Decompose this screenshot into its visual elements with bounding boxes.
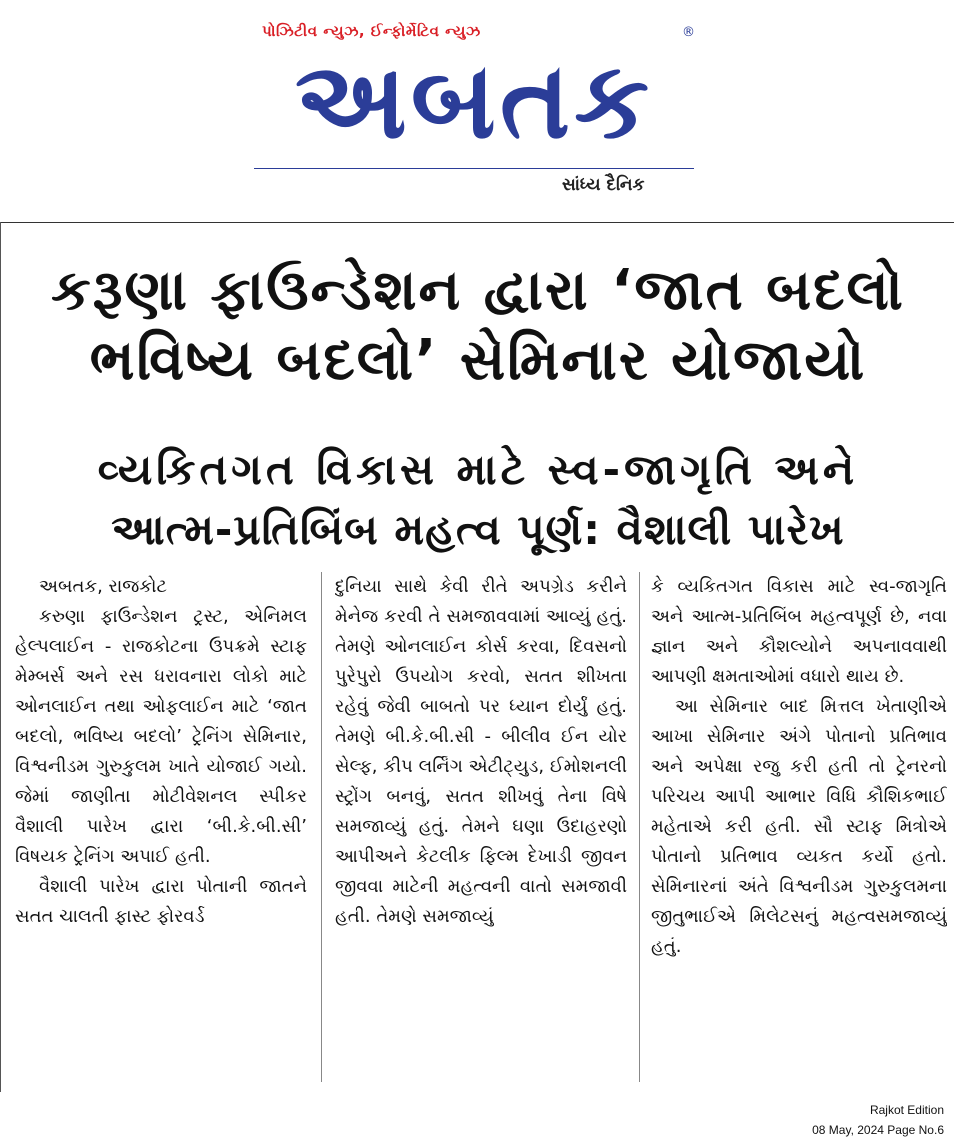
masthead: [0, 0, 954, 222]
article-paragraph: કે વ્યકિતગત વિકાસ માટે સ્વ-જાગૃતિ અને આત્મ-પ્રતિબિંબ મહત્વપૂર્ણ છે, નવા જ્ઞાન અને કૌશલ્યોને અપનાવવાથી આપણી ક્ષમતાઓમાં વધારો થાય છે.: [651, 576, 947, 687]
registered-mark: ®: [682, 25, 695, 40]
column-divider: [321, 572, 322, 1082]
column-divider: [639, 572, 640, 1082]
page-footer: [812, 1100, 944, 1140]
subheadline-line-2: આત્મ-પ્રતિબિંબ મહત્વ પૂર્ણ: વૈશાલી પારેખ: [111, 505, 845, 554]
edition-label: સાંધ્ય દૈનિક: [562, 175, 645, 195]
article-paragraph: વૈશાલી પારેખ દ્વારા પોતાની જાતને સતત ચાલતી ફાસ્ટ ફોરવર્ડ: [15, 876, 307, 927]
article-paragraph: આ સેમિનાર બાદ મિત્તલ ખેતાણીએ આખા સેમિનાર અંગે પોતાનો પ્રતિભાવ અને અપેક્ષા રજુ કરી હતી તો ટ્રેનરનો પરિચય આપી આભાર વિધિ કૌશિકભાઈ મહેતાએ કરી હતી. સૌ સ્ટાફ મિત્રોએ પોતાનો પ્રતિભાવ વ્યકત કર્યો હતો. સેમિનારનાં અંતે વિશ્વનીડમ ગુરુકુલમના જીતુભાઈએ મિલેટસનું મહત્વસમજાવ્યું હતું.: [651, 696, 947, 957]
date-and-page: 08 May, 2024 Page No.6: [812, 1123, 944, 1137]
masthead-tagline: પોઝિટીવ ન્યુઝ, ઈન્ફોર્મેટિવ ન્યુઝ: [262, 22, 481, 40]
newspaper-logo: અબતક: [294, 42, 654, 160]
article: [0, 222, 954, 1092]
article-column-2: [335, 572, 627, 1082]
article-column-3: [651, 572, 947, 1082]
article-paragraph: દુનિયા સાથે કેવી રીતે અપગ્રેડ કરીને મેનેજ કરવી તે સમજાવવામાં આવ્યું હતું. તેમણે ઓનલાઈન કોર્સ કરવા, દિવસનો પુરેપુરો ઉપયોગ કરવો, સતત શીખતા રહેવું જેવી બાબતો પર ધ્યાન દોર્યું હતું. તેમણે બી.કે.બી.સી - બીલીવ ઈન યોર સેલ્ફ, કીપ લર્નિંગ એટીટ્યુડ, ઈમોશનલી સ્ટ્રોંગ બનવું, સતત શીખવું તેના વિષે સમજાવ્યું હતું. તેમને ઘણા ઉદાહરણો આપીઅને કેટલીક ફિલ્મ દેખાડી જીવન જીવવા માટેની મહત્વની વાતો સમજાવી હતી. તેમણે સમજાવ્યું: [335, 576, 627, 927]
article-column-1: [15, 572, 307, 1082]
edition-name: Rajkot Edition: [869, 1103, 944, 1117]
headline-line-2: ભવિષ્ય બદલો’ સેમિનાર યોજાયો: [89, 328, 867, 393]
dateline: અબતક, રાજકોટ: [39, 576, 167, 597]
article-paragraph: કરુણા ફાઉન્ડેશન ટ્રસ્ટ, એનિમલ હેલ્પલાઈન - રાજકોટના ઉપક્રમે સ્ટાફ મેમ્બર્સ અને રસ ધરાવનારા લોકો માટે ઓનલાઈન તથા ઓફલાઈન માટે ‘જાત બદલો, ભવિષ્ય બદલો’ ટ્રેનિંગ સેમિનાર, વિશ્વનીડમ ગુરુકુલમ ખાતે યોજાઈ ગયો. જેમાં જાણીતા મોટીવેશનલ સ્પીકર વૈશાલી પારેખ દ્વારા ‘બી.કે.બી.સી’ વિષયક ટ્રેનિંગ અપાઈ હતી.: [15, 606, 307, 867]
headline-line-1: કરૂણા ફાઉન્ડેશન દ્વારા ‘જાત બદલો: [51, 258, 905, 323]
logo-underline: [254, 168, 694, 169]
subheadline-line-1: વ્યકિતગત વિકાસ માટે સ્વ-જાગૃતિ અને: [97, 445, 859, 494]
